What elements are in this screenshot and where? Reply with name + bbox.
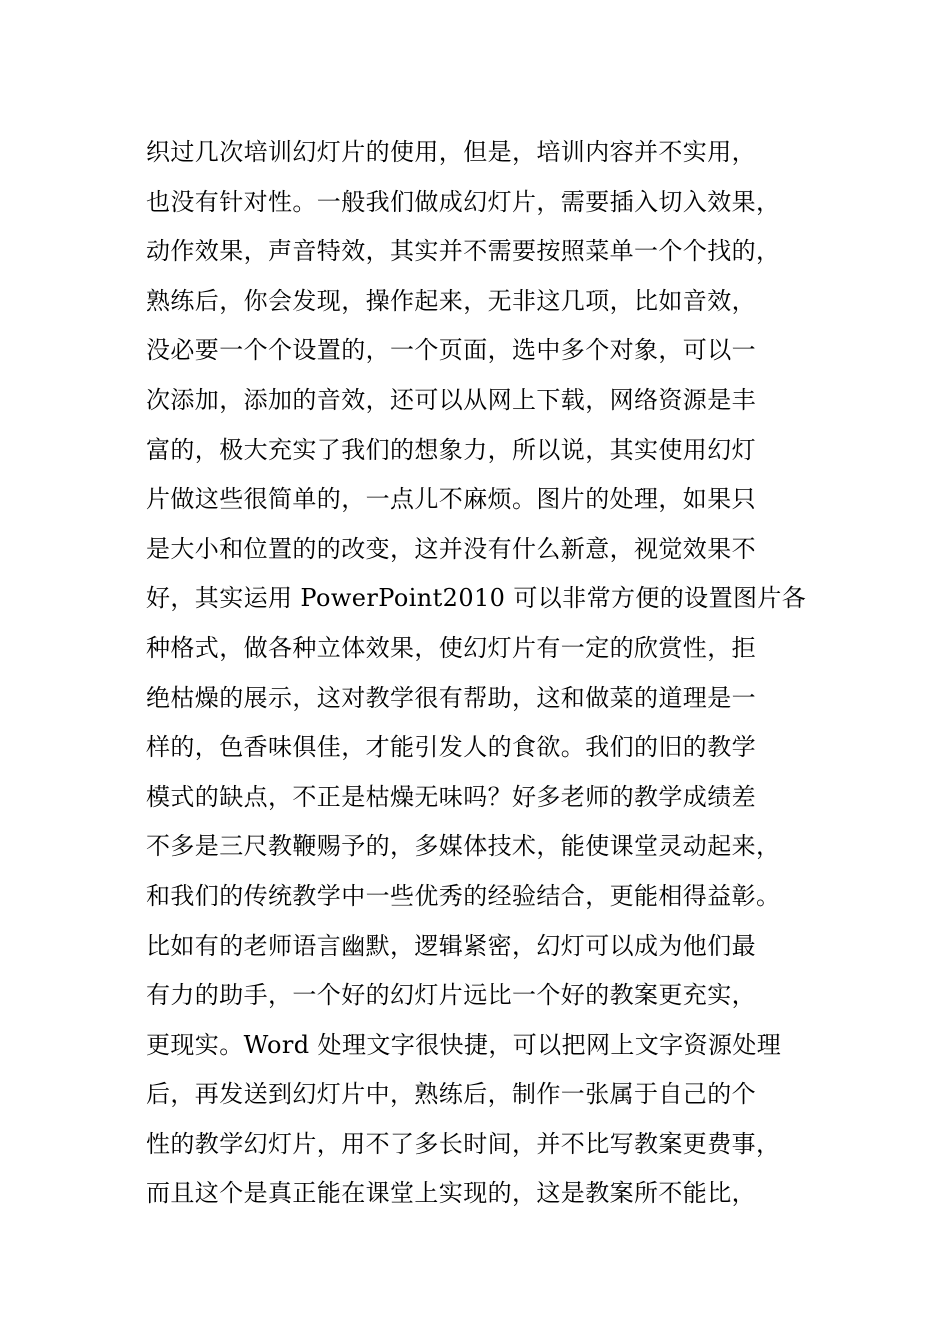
- text-line: 织过几次培训幻灯片的使用，但是，培训内容并不实用，: [146, 138, 756, 166]
- text-line: 富的，极大充实了我们的想象力，所以说，其实使用幻灯: [146, 435, 756, 464]
- text-line: 没必要一个个设置的，一个页面，选中多个对象，可以一: [146, 336, 756, 365]
- text-line: 样的，色香味俱佳，才能引发人的食欲。我们的旧的教学: [146, 733, 756, 762]
- text-line: 和我们的传统教学中一些优秀的经验结合，更能相得益彰。: [146, 881, 781, 910]
- text-line: 熟练后，你会发现，操作起来，无非这几项，比如音效，: [146, 286, 756, 315]
- text-line: 种格式，做各种立体效果，使幻灯片有一定的欣赏性，拒: [146, 633, 756, 662]
- text-line: 比如有的老师语言幽默，逻辑紧密，幻灯可以成为他们最: [146, 931, 756, 960]
- text-line: 绝枯燥的展示，这对教学很有帮助，这和做菜的道理是一: [146, 683, 756, 712]
- text-line: 而且这个是真正能在课堂上实现的，这是教案所不能比，: [146, 1179, 756, 1208]
- text-line: 也没有针对性。一般我们做成幻灯片，需要插入切入效果，: [146, 187, 781, 216]
- body-paragraph: [146, 128, 806, 1219]
- text-line: 动作效果，声音特效，其实并不需要按照菜单一个个找的，: [146, 237, 781, 266]
- text-line: 更现实。Word 处理文字很快捷，可以把网上文字资源处理: [146, 1030, 782, 1059]
- text-line: 性的教学幻灯片，用不了多长时间，并不比写教案更费事，: [146, 1129, 781, 1158]
- text-line: 后，再发送到幻灯片中，熟练后，制作一张属于自己的个: [146, 1080, 756, 1109]
- text-line: 不多是三尺教鞭赐予的，多媒体技术，能使课堂灵动起来，: [146, 832, 781, 861]
- text-line: 模式的缺点，不正是枯燥无味吗？好多老师的教学成绩差: [146, 782, 756, 811]
- text-line: 次添加，添加的音效，还可以从网上下载，网络资源是丰: [146, 385, 756, 414]
- text-line: 有力的助手，一个好的幻灯片远比一个好的教案更充实，: [146, 981, 756, 1010]
- text-line: 是大小和位置的的改变，这并没有什么新意，视觉效果不: [146, 534, 756, 563]
- text-line: 好，其实运用 PowerPoint2010 可以非常方便的设置图片各: [146, 584, 807, 613]
- text-line: 片做这些很简单的，一点儿不麻烦。图片的处理，如果只: [146, 485, 756, 514]
